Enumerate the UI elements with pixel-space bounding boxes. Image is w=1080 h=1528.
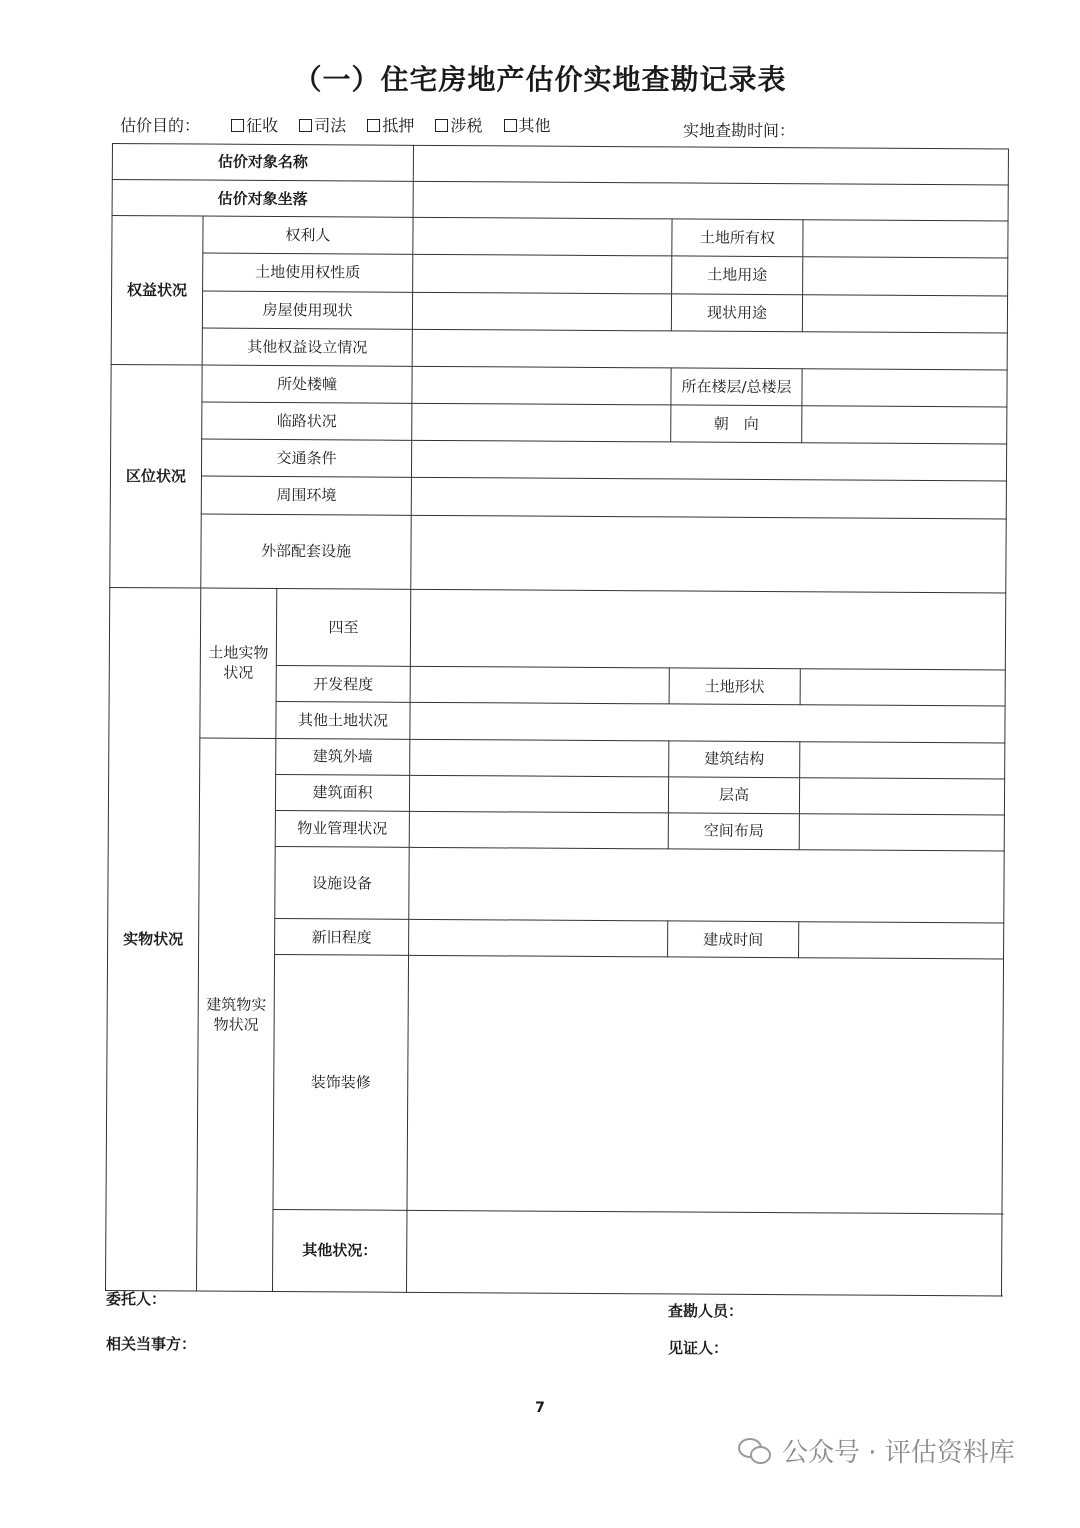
- facilities-label: 外部配套设施: [201, 514, 411, 590]
- checkbox-icon[interactable]: [367, 119, 380, 132]
- floor-height-field[interactable]: [799, 777, 1004, 814]
- right-holder-label: 权利人: [203, 216, 413, 254]
- building-field[interactable]: [412, 366, 671, 405]
- purpose-label: 估价目的：: [120, 116, 201, 135]
- page-number: 7: [535, 1400, 545, 1416]
- object-name-label: 估价对象名称: [112, 144, 413, 182]
- completion-time-field[interactable]: [799, 922, 1004, 959]
- purpose-option-judicial[interactable]: 司法: [299, 116, 346, 135]
- object-location-field[interactable]: [413, 181, 1008, 221]
- area-field[interactable]: [409, 775, 668, 813]
- land-use-right-nature-field[interactable]: [413, 255, 672, 294]
- house-use-status-field[interactable]: [412, 292, 671, 331]
- object-location-label: 估价对象坐落: [112, 180, 413, 218]
- current-use-field[interactable]: [802, 294, 1007, 332]
- land-use-label: 土地用途: [672, 256, 803, 294]
- other-rights-field[interactable]: [412, 329, 1007, 370]
- surveyor-label: 查勘人员：: [668, 1302, 744, 1320]
- purpose-option-expropriation[interactable]: 征收: [231, 116, 278, 135]
- land-shape-field[interactable]: [800, 669, 1005, 706]
- environment-field[interactable]: [411, 478, 1006, 519]
- newness-label: 新旧程度: [275, 919, 409, 956]
- environment-label: 周围环境: [201, 476, 411, 514]
- rights-group-label: 权益状况: [111, 216, 203, 365]
- watermark: [738, 1432, 1015, 1469]
- layout-field[interactable]: [799, 814, 1004, 851]
- completion-time-label: 建成时间: [668, 921, 799, 958]
- layout-label: 空间布局: [668, 813, 799, 850]
- checkbox-icon[interactable]: [504, 119, 517, 132]
- house-use-status-label: 房屋使用现状: [202, 291, 412, 329]
- land-use-field[interactable]: [803, 257, 1008, 295]
- floor-label: 所在楼层/总楼层: [671, 368, 802, 406]
- current-use-label: 现状用途: [671, 294, 802, 332]
- road-field[interactable]: [412, 403, 671, 442]
- purpose-option-other[interactable]: 其他: [504, 116, 551, 135]
- floor-height-label: 层高: [668, 777, 799, 814]
- traffic-field[interactable]: [411, 441, 1006, 482]
- development-field[interactable]: [410, 667, 669, 705]
- land-use-right-nature-label: 土地使用权性质: [203, 254, 413, 292]
- valuation-purpose-row: [120, 113, 567, 136]
- right-holder-field[interactable]: [413, 218, 672, 257]
- exterior-wall-label: 建筑外墙: [276, 738, 410, 775]
- structure-label: 建筑结构: [669, 740, 800, 777]
- land-shape-label: 土地形状: [669, 668, 800, 705]
- page-title: （一）住宅房地产估价实地查勘记录表: [293, 63, 787, 96]
- other-status-label: 其他状况：: [272, 1209, 407, 1292]
- decoration-field[interactable]: [407, 956, 1004, 1214]
- checkbox-icon[interactable]: [231, 119, 244, 132]
- purpose-option-mortgage[interactable]: 抵押: [367, 116, 414, 135]
- survey-record-table: [105, 143, 1009, 1296]
- floor-field[interactable]: [802, 369, 1007, 407]
- building-physical-group-label: 建筑物实物状况: [196, 738, 275, 1292]
- exterior-wall-field[interactable]: [410, 739, 669, 777]
- other-status-field[interactable]: [407, 1210, 1003, 1296]
- client-label: 委托人：: [106, 1290, 167, 1308]
- land-physical-group-label: 土地实物状况: [200, 588, 277, 738]
- checkbox-icon[interactable]: [435, 119, 448, 132]
- object-name-field[interactable]: [413, 145, 1008, 185]
- physical-group-label: 实物状况: [105, 587, 200, 1291]
- watermark-text: 公众号 · 评估资料库: [782, 1438, 1015, 1468]
- other-rights-label: 其他权益设立情况: [202, 328, 412, 366]
- property-mgmt-label: 物业管理状况: [275, 810, 409, 847]
- land-ownership-field[interactable]: [803, 220, 1008, 258]
- orientation-label: 朝 向: [671, 405, 802, 443]
- road-label: 临路状况: [202, 402, 412, 440]
- survey-time-label: 实地查勘时间：: [683, 121, 796, 140]
- other-land-label: 其他土地状况: [276, 702, 410, 739]
- traffic-label: 交通条件: [201, 439, 411, 477]
- development-label: 开发程度: [276, 666, 410, 703]
- building-label: 所处楼幢: [202, 365, 412, 403]
- other-land-field[interactable]: [410, 703, 1005, 743]
- structure-field[interactable]: [800, 741, 1005, 778]
- location-group-label: 区位状况: [110, 364, 202, 587]
- newness-field[interactable]: [409, 920, 668, 958]
- related-party-label: 相关当事方：: [106, 1335, 197, 1353]
- equipment-field[interactable]: [409, 847, 1004, 923]
- boundaries-field[interactable]: [410, 589, 1005, 670]
- area-label: 建筑面积: [275, 774, 409, 811]
- decoration-label: 装饰装修: [273, 955, 409, 1210]
- boundaries-label: 四至: [276, 588, 411, 666]
- facilities-field[interactable]: [411, 515, 1006, 593]
- purpose-option-tax[interactable]: 涉税: [435, 116, 482, 135]
- equipment-label: 设施设备: [275, 846, 409, 919]
- land-ownership-label: 土地所有权: [672, 219, 803, 257]
- witness-label: 见证人：: [668, 1339, 729, 1357]
- orientation-field[interactable]: [802, 406, 1007, 444]
- property-mgmt-field[interactable]: [409, 811, 668, 849]
- checkbox-icon[interactable]: [299, 119, 312, 132]
- wechat-icon: [738, 1436, 772, 1466]
